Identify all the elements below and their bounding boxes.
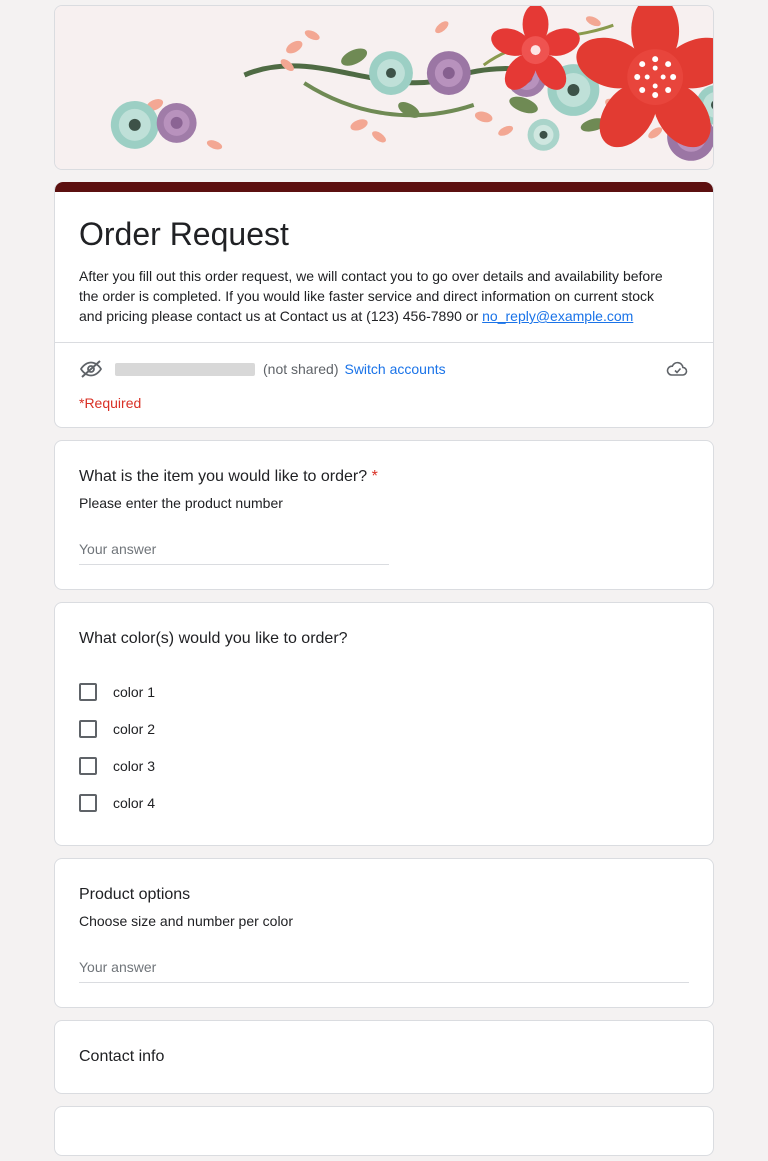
checkbox-options-list <box>79 673 689 821</box>
section-title: Contact info <box>79 1048 165 1065</box>
option-label: color 2 <box>113 720 156 737</box>
eye-off-icon <box>79 357 103 381</box>
question-card-colors <box>54 602 714 846</box>
list-item[interactable] <box>79 710 689 747</box>
answer-input-product-options[interactable] <box>79 959 689 983</box>
question-title <box>79 465 689 489</box>
accent-bar <box>55 182 713 192</box>
question-title: What color(s) would you like to order? <box>79 630 348 647</box>
form-banner-image <box>54 5 714 170</box>
question-card-product-options <box>54 858 714 1008</box>
not-shared-label: (not shared) <box>263 361 339 377</box>
checkbox-icon[interactable] <box>79 683 97 701</box>
floral-banner-icon <box>55 6 713 169</box>
required-star: * <box>371 468 378 485</box>
checkbox-icon[interactable] <box>79 757 97 775</box>
question-subtitle: Choose size and number per color <box>79 913 294 929</box>
question-title-text: What is the item you would like to order? <box>79 468 368 485</box>
checkbox-icon[interactable] <box>79 794 97 812</box>
question-subtitle: Please enter the product number <box>79 495 283 511</box>
list-item[interactable] <box>79 673 689 710</box>
section-card-contact-info <box>54 1020 714 1094</box>
form-description <box>79 266 679 326</box>
question-title: Product options <box>79 886 191 903</box>
list-item[interactable] <box>79 747 689 784</box>
question-card-item <box>54 440 714 590</box>
contact-email-link[interactable]: no_reply@example.com <box>482 308 634 324</box>
option-label: color 4 <box>113 794 156 811</box>
question-card-next <box>54 1106 714 1156</box>
answer-input-item[interactable] <box>79 541 389 565</box>
form-description-text: After you fill out this order request, we will contact you to go over details and availability before the order is completed. If you would like faster service and direct information on current stock and pricing please contact us at Contact us at (123) 456-7890 or <box>79 268 663 324</box>
option-label: color 1 <box>113 683 156 700</box>
form-header-card <box>54 182 714 428</box>
checkbox-icon[interactable] <box>79 720 97 738</box>
option-label: color 3 <box>113 757 156 774</box>
form-container <box>54 0 714 1156</box>
required-note: *Required <box>79 395 142 411</box>
switch-accounts-link[interactable]: Switch accounts <box>344 361 446 377</box>
list-item[interactable] <box>79 784 689 821</box>
redacted-account-email <box>115 363 255 376</box>
draft-saved-cloud-icon[interactable] <box>665 357 689 381</box>
page-title: Order Request <box>79 216 289 252</box>
account-row <box>55 342 713 385</box>
